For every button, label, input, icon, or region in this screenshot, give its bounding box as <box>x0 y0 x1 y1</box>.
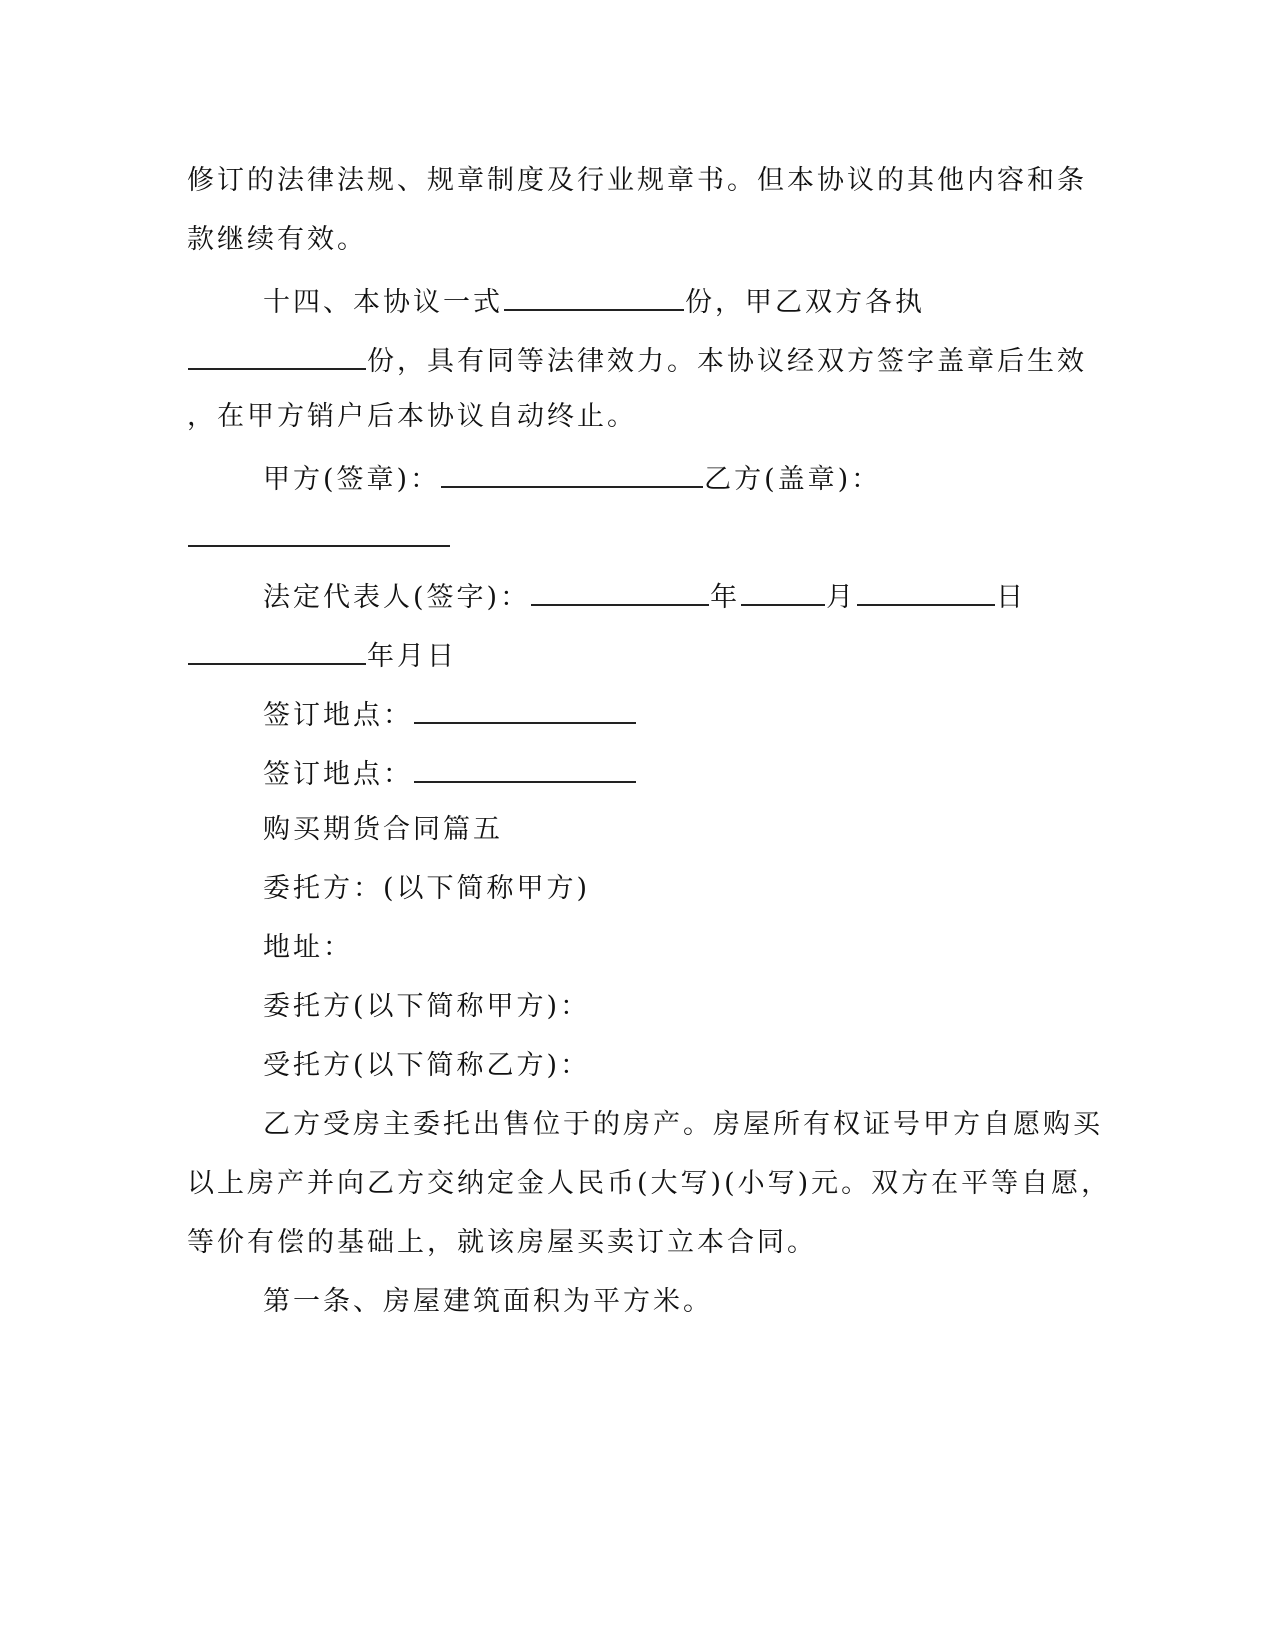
clause-14-text: 十四、本协议一式 <box>263 287 503 318</box>
legal-rep-blank[interactable] <box>531 574 709 606</box>
text-line <box>263 751 637 791</box>
agent-label: 受托方(以下简称乙方)： <box>263 1050 591 1081</box>
date-label: 年月日 <box>367 641 457 672</box>
text-line <box>187 1164 1111 1204</box>
text-line <box>263 928 353 968</box>
paragraph-text: 以上房产并向乙方交纳定金人民币(大写)(小写)元。双方在平等自愿， <box>187 1168 1112 1199</box>
text-line <box>187 220 367 260</box>
year-label: 年 <box>710 582 741 613</box>
signing-place-blank[interactable] <box>414 692 636 724</box>
copies-each-blank[interactable] <box>188 338 366 370</box>
article-one-text: 第一条、房屋建筑面积为平方米。 <box>263 1286 713 1317</box>
signing-place-label: 签订地点： <box>263 700 413 731</box>
day-blank[interactable] <box>857 574 995 606</box>
text-line <box>263 692 637 732</box>
clause-14-text: ，在甲方销户后本协议自动终止。 <box>187 401 637 432</box>
paragraph-text: 乙方受房主委托出售位于的房产。房屋所有权证号甲方自愿购买 <box>263 1109 1103 1140</box>
text-line <box>187 515 451 555</box>
text-line <box>187 1223 817 1263</box>
text-line <box>187 161 1087 201</box>
text-line <box>187 338 1087 378</box>
copies-blank[interactable] <box>504 279 684 311</box>
text-line <box>263 279 925 319</box>
party-b-seal-label: 乙方(盖章)： <box>704 464 882 495</box>
paragraph-text: 款继续有效。 <box>187 224 367 255</box>
address-label: 地址： <box>263 932 353 963</box>
legal-rep-label: 法定代表人(签字)： <box>263 582 531 613</box>
signing-place-blank[interactable] <box>414 751 636 783</box>
principal-label: 委托方：(以下简称甲方) <box>263 873 591 904</box>
clause-14-text: 份，甲乙双方各执 <box>685 287 925 318</box>
date-blank[interactable] <box>188 633 366 665</box>
signing-place-label: 签订地点： <box>263 759 413 790</box>
text-line <box>263 574 1026 614</box>
text-line <box>263 1282 713 1322</box>
paragraph-text: 等价有偿的基础上，就该房屋买卖订立本合同。 <box>187 1227 817 1258</box>
party-a-seal-label: 甲方(签章)： <box>263 464 441 495</box>
principal-label: 委托方(以下简称甲方)： <box>263 991 591 1022</box>
text-line <box>263 987 590 1027</box>
text-line <box>187 633 457 673</box>
month-blank[interactable] <box>741 574 825 606</box>
month-label: 月 <box>826 582 857 613</box>
text-line <box>263 1046 590 1086</box>
text-line <box>263 456 881 496</box>
text-line <box>263 1105 1103 1145</box>
section-title: 购买期货合同篇五 <box>263 814 503 845</box>
text-line <box>263 869 590 909</box>
party-a-seal-blank[interactable] <box>441 456 703 488</box>
day-label: 日 <box>996 582 1027 613</box>
paragraph-text: 修订的法律法规、规章制度及行业规章书。但本协议的其他内容和条 <box>187 165 1087 196</box>
clause-14-text: 份，具有同等法律效力。本协议经双方签字盖章后生效 <box>367 346 1087 377</box>
party-b-seal-blank[interactable] <box>188 515 450 547</box>
section-heading <box>263 810 503 850</box>
text-line <box>187 397 637 437</box>
